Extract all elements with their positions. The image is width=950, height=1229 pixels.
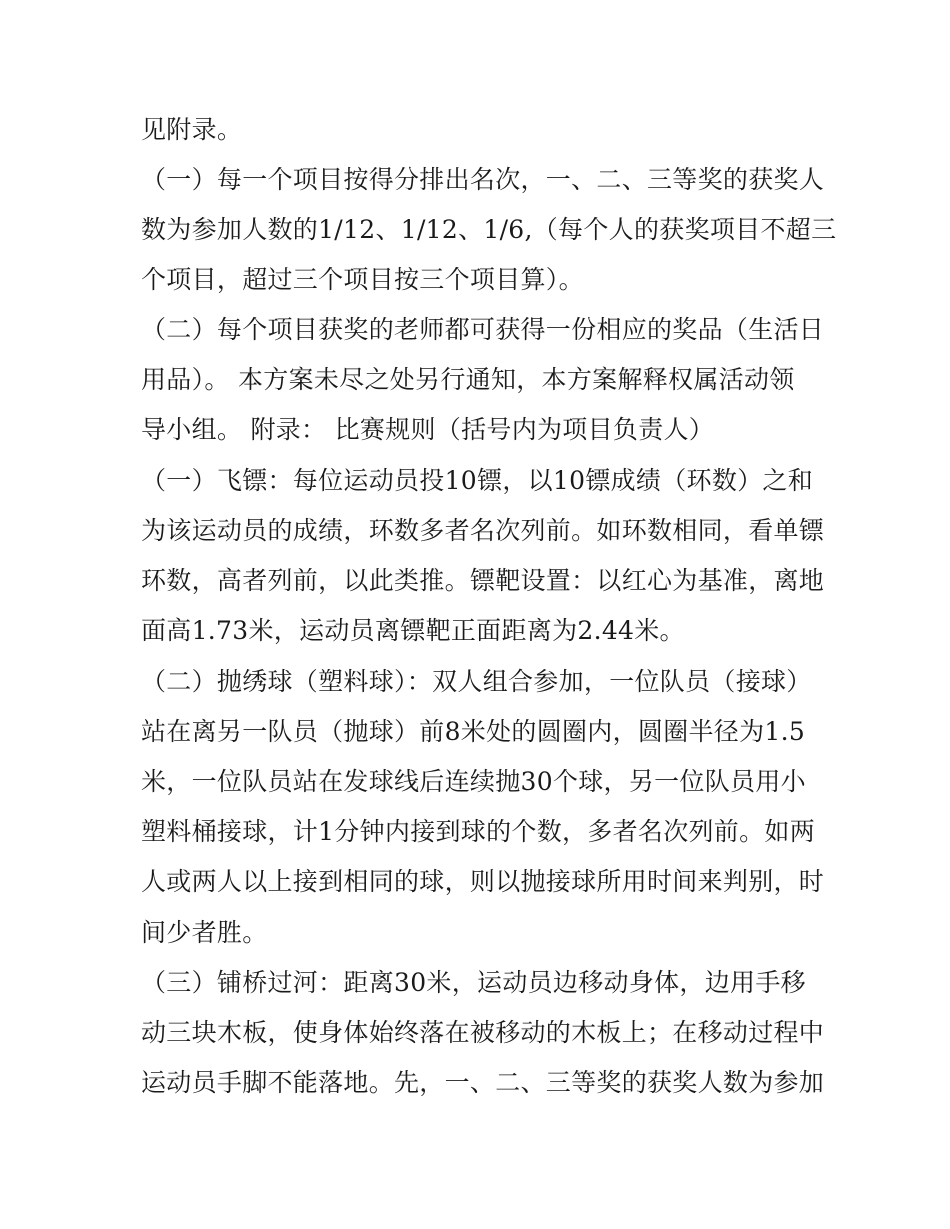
text-line: 米，一位队员站在发球线后连续抛30个球，另一位队员用小 — [141, 767, 806, 796]
text-line: （三）铺桥过河：距离30米，运动员边移动身体，边用手移 — [141, 968, 806, 997]
text-line: 人或两人以上接到相同的球，则以抛接球所用时间来判别，时 — [141, 867, 825, 896]
text-line: 数为参加人数的1/12、1/12、1/6,（每个人的获奖项目不超三 — [141, 215, 837, 244]
text-line: （二）每个项目获奖的老师都可获得一份相应的奖品（生活日 — [141, 315, 825, 344]
text-line: 个项目，超过三个项目按三个项目算）。 — [141, 265, 584, 294]
text-line: 环数，高者列前，以此类推。镖靶设置：以红心为基准，离地 — [141, 566, 825, 595]
text-line: 为该运动员的成绩，环数多者名次列前。如环数相同，看单镖 — [141, 516, 825, 545]
text-line: （一）飞镖：每位运动员投10镖，以10镖成绩（环数）之和 — [141, 466, 814, 495]
text-line: 间少者胜。 — [141, 918, 268, 947]
text-line: （一）每一个项目按得分排出名次，一、二、三等奖的获奖人 — [141, 165, 825, 194]
text-line: 面高1.73米，运动员离镖靶正面距离为2.44米。 — [141, 616, 685, 645]
text-line: 导小组。 附录： 比赛规则（括号内为项目负责人） — [141, 415, 715, 444]
text-line: 站在离另一队员（抛球）前8米处的圆圈内，圆圈半径为1.5 — [141, 717, 806, 746]
text-line: 见附录。 — [141, 115, 243, 144]
text-line: （二）抛绣球（塑料球）：双人组合参加，一位队员（接球） — [141, 667, 812, 696]
text-line: 塑料桶接球，计1分钟内接到球的个数，多者名次列前。如两 — [141, 817, 816, 846]
text-line: 运动员手脚不能落地。先，一、二、三等奖的获奖人数为参加 — [141, 1068, 825, 1097]
text-line: 动三块木板，使身体始终落在被移动的木板上；在移动过程中 — [141, 1018, 825, 1047]
text-line: 用品）。 本方案未尽之处另行通知，本方案解释权属活动领 — [141, 365, 795, 394]
